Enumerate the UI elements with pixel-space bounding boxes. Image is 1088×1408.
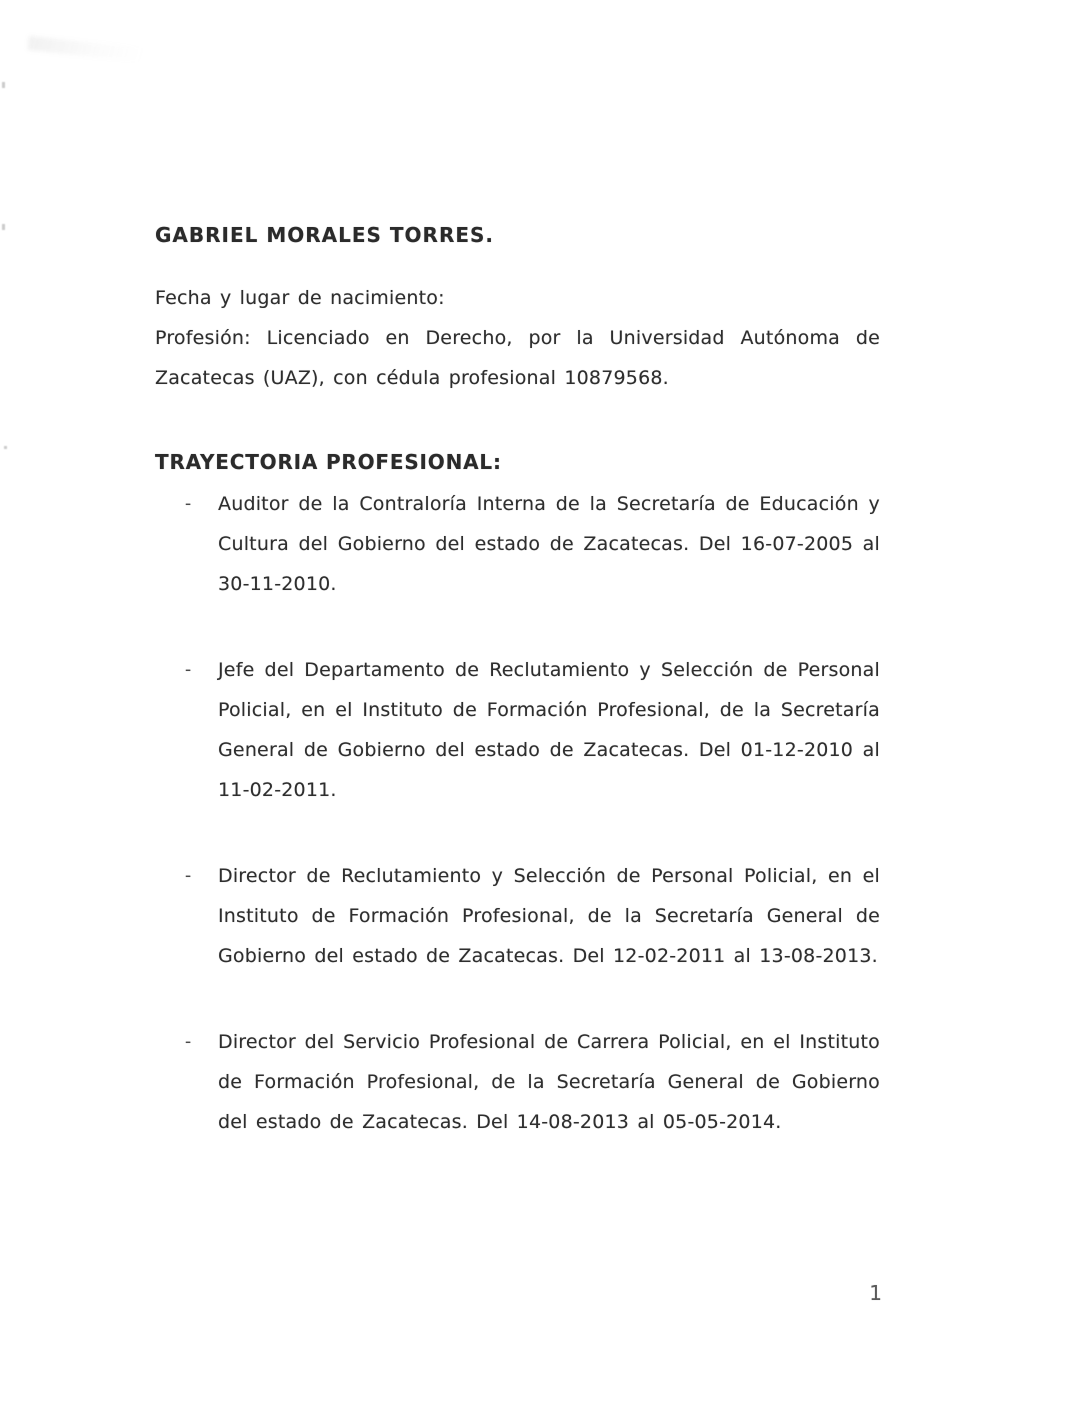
scan-artifact-speck <box>4 446 7 449</box>
bullet-dash: - <box>185 494 192 514</box>
experience-item <box>155 650 880 810</box>
career-section-heading: TRAYECTORIA PROFESIONAL: <box>155 450 502 474</box>
experience-item <box>155 1022 880 1142</box>
experience-list <box>155 484 880 1142</box>
page-number: 1 <box>869 1281 882 1305</box>
bullet-dash: - <box>185 1032 192 1052</box>
bullet-dash: - <box>185 866 192 886</box>
birth-line: Fecha y lugar de nacimiento: <box>155 287 445 309</box>
experience-text: Auditor de la Contraloría Interna de la Secretaría de Educación y Cultura del Gobierno del estado de Zacatecas. Del 16-07-2005 al 30-11-2010. <box>218 493 880 595</box>
scan-artifact-speck <box>2 224 5 230</box>
scan-artifact-speck <box>2 82 5 88</box>
profession-line: Profesión: Licenciado en Derecho, por la Universidad Autónoma de Zacatecas (UAZ), con cédula profesional 10879568. <box>155 327 880 389</box>
experience-item <box>155 856 880 976</box>
experience-item <box>155 484 880 604</box>
bullet-dash: - <box>185 660 192 680</box>
experience-text: Jefe del Departamento de Reclutamiento y Selección de Personal Policial, en el Instituto de Formación Profesional, de la Secretaría General de Gobierno del estado de Zacatecas. Del 01-12-2010 al 11-02-2011. <box>218 659 880 801</box>
scan-artifact-smudge <box>28 36 144 62</box>
experience-text: Director de Reclutamiento y Selección de Personal Policial, en el Instituto de Formación Profesional, de la Secretaría General de Gobierno del estado de Zacatecas. Del 12-02-2011 al 13-08-2013. <box>218 865 880 967</box>
intro-section <box>155 278 880 398</box>
person-name-heading: GABRIEL MORALES TORRES. <box>155 223 495 247</box>
experience-text: Director del Servicio Profesional de Carrera Policial, en el Instituto de Formación Profesional, de la Secretaría General de Gobierno del estado de Zacatecas. Del 14-08-2013 al 05-05-2014. <box>218 1031 880 1133</box>
